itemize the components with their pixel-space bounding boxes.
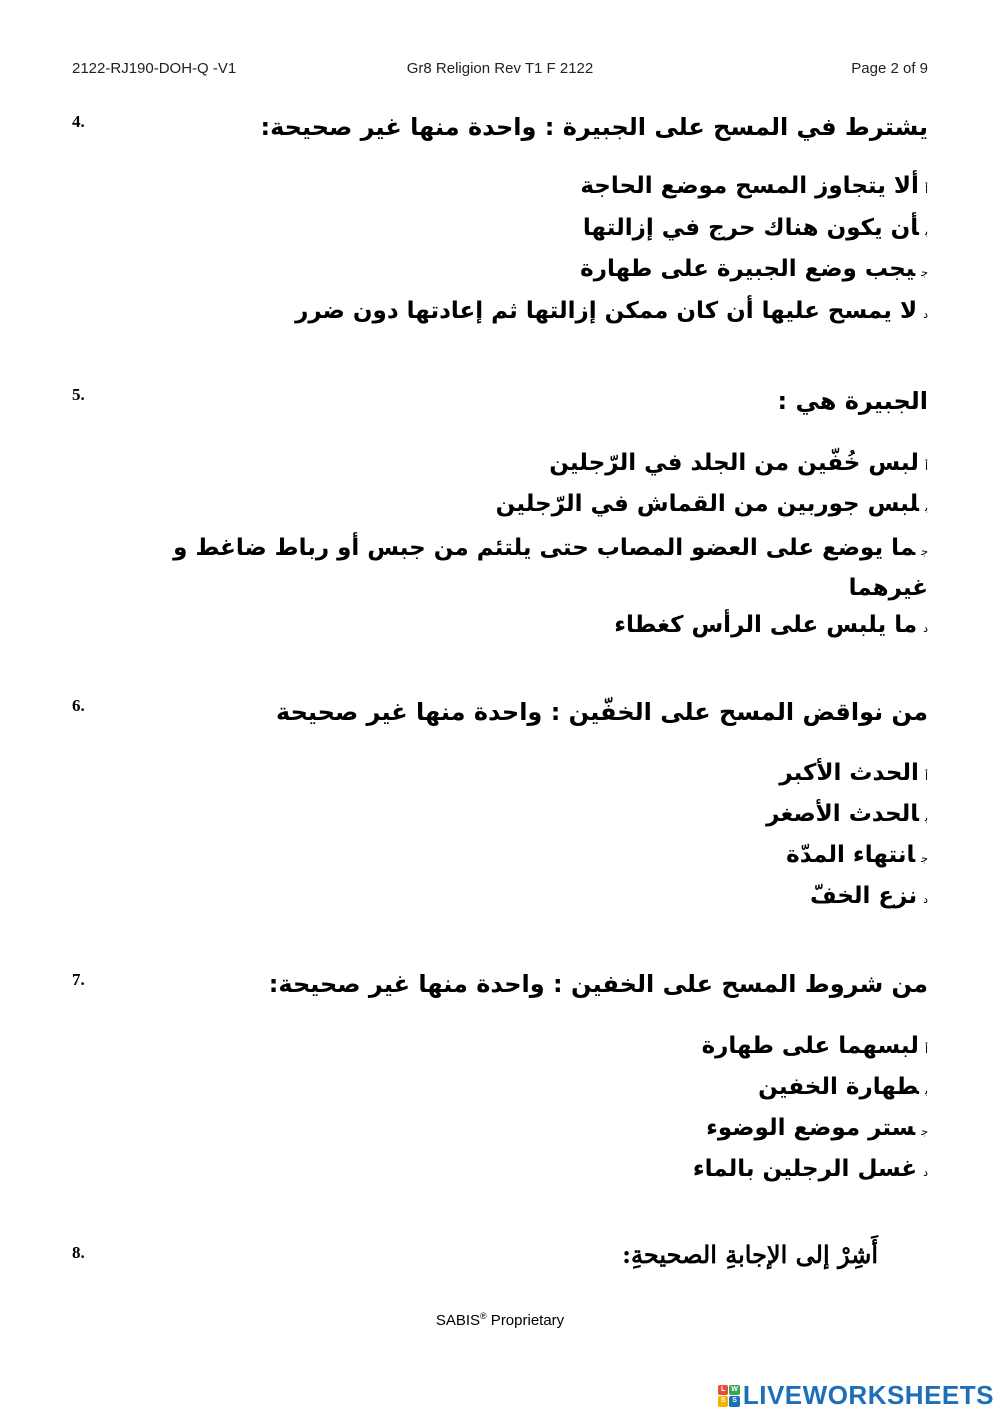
option-letter: ج xyxy=(921,545,928,558)
logo-tile: L xyxy=(718,1385,729,1396)
option-text: لبس جوربين من القماش في الرّجلين xyxy=(495,491,919,517)
question-4-option-a[interactable] xyxy=(580,173,928,199)
page-number: Page 2 of 9 xyxy=(851,60,928,77)
question-7-option-d[interactable] xyxy=(693,1156,928,1182)
registered-mark: ® xyxy=(480,1311,487,1321)
question-5-option-d[interactable] xyxy=(614,612,928,638)
option-letter: ب xyxy=(924,811,928,824)
question-6-number: 6. xyxy=(72,696,85,715)
option-letter: د xyxy=(923,893,928,906)
option-text: يجب وضع الجبيرة على طهارة xyxy=(580,256,916,282)
option-text: ستر موضع الوضوء xyxy=(706,1115,916,1141)
question-7-number: 7. xyxy=(72,970,85,989)
question-5-option-c[interactable] xyxy=(168,530,928,606)
option-text: ألا يتجاوز المسح موضع الحاجة xyxy=(580,173,919,199)
question-6-option-d[interactable] xyxy=(810,883,928,909)
option-text: نزع الخفّ xyxy=(809,883,918,909)
option-letter: أ xyxy=(924,770,928,783)
question-7-text: من شروط المسح على الخفين : واحدة منها غير صحيحة: xyxy=(268,970,928,998)
doc-title: Gr8 Religion Rev T1 F 2122 xyxy=(406,60,594,77)
option-text: غسل الرجلين بالماء xyxy=(692,1156,918,1182)
question-4-text: يشترط في المسح على الجبيرة : واحدة منها غير صحيحة: xyxy=(260,113,928,141)
option-letter: ب xyxy=(924,501,928,514)
question-8-text: أَشِرْ إلى الإجابةِ الصحيحةِ: xyxy=(622,1240,878,1269)
question-6-option-a[interactable] xyxy=(779,760,928,786)
question-7-option-a[interactable] xyxy=(702,1033,928,1059)
logo-tile: S xyxy=(729,1396,740,1407)
option-letter: أ xyxy=(924,183,928,196)
question-5-text: الجبيرة هي : xyxy=(777,387,928,415)
option-letter: ج xyxy=(921,266,928,279)
option-text: لا يمسح عليها أن كان ممكن إزالتها ثم إعادتها دون ضرر xyxy=(295,298,918,324)
option-letter: ب xyxy=(924,1084,928,1097)
question-4-option-b[interactable] xyxy=(583,215,928,241)
question-4-number: 4. xyxy=(72,112,85,131)
footer-suffix: Proprietary xyxy=(486,1312,565,1329)
question-6-option-b[interactable] xyxy=(766,801,928,827)
liveworksheets-brand[interactable] xyxy=(718,1380,994,1411)
option-letter: ج xyxy=(921,852,928,865)
question-4-option-c[interactable] xyxy=(580,256,928,282)
doc-code: 2122-RJ190-DOH-Q -V1 xyxy=(72,60,237,77)
footer-brand: SABIS xyxy=(435,1312,480,1329)
question-6-text: من نواقض المسح على الخفّين : واحدة منها غير صحيحة xyxy=(276,698,928,726)
liveworksheets-logo-icon xyxy=(718,1385,740,1407)
option-text: ما يلبس على الرأس كغطاء xyxy=(614,612,918,638)
option-letter: ب xyxy=(924,225,928,238)
question-6-option-c[interactable] xyxy=(786,842,928,868)
option-text: الحدث الأصغر xyxy=(766,801,919,827)
question-8-number: 8. xyxy=(72,1243,85,1262)
liveworksheets-wordmark: LIVEWORKSHEETS xyxy=(742,1380,994,1410)
option-text: انتهاء المدّة xyxy=(786,842,916,868)
question-7-option-c[interactable] xyxy=(706,1115,928,1141)
option-text: الحدث الأكبر xyxy=(779,760,919,786)
question-4-option-d[interactable] xyxy=(295,298,928,324)
logo-tile: S xyxy=(718,1396,729,1407)
option-text: أن يكون هناك حرج في إزالتها xyxy=(582,215,919,241)
option-letter: أ xyxy=(924,1043,928,1056)
option-text: ما يوضع على العضو المصاب حتى يلتئم من جبس أو رباط ضاغط و غيرهما xyxy=(173,535,928,601)
question-5-option-a[interactable] xyxy=(549,450,928,476)
option-letter: د xyxy=(923,622,928,635)
option-text: طهارة الخفين xyxy=(758,1074,919,1100)
option-letter: ج xyxy=(921,1125,928,1138)
question-7-option-b[interactable] xyxy=(758,1074,928,1100)
option-text: لبسهما على طهارة xyxy=(701,1033,919,1059)
option-letter: أ xyxy=(924,460,928,473)
logo-tile: W xyxy=(729,1385,740,1396)
footer xyxy=(0,1311,1000,1329)
question-5-option-b[interactable] xyxy=(496,491,928,517)
option-text: لبس خُفّين من الجلد في الرّجلين xyxy=(549,450,919,476)
option-letter: د xyxy=(923,308,928,321)
question-5-number: 5. xyxy=(72,385,85,404)
option-letter: د xyxy=(923,1166,928,1179)
